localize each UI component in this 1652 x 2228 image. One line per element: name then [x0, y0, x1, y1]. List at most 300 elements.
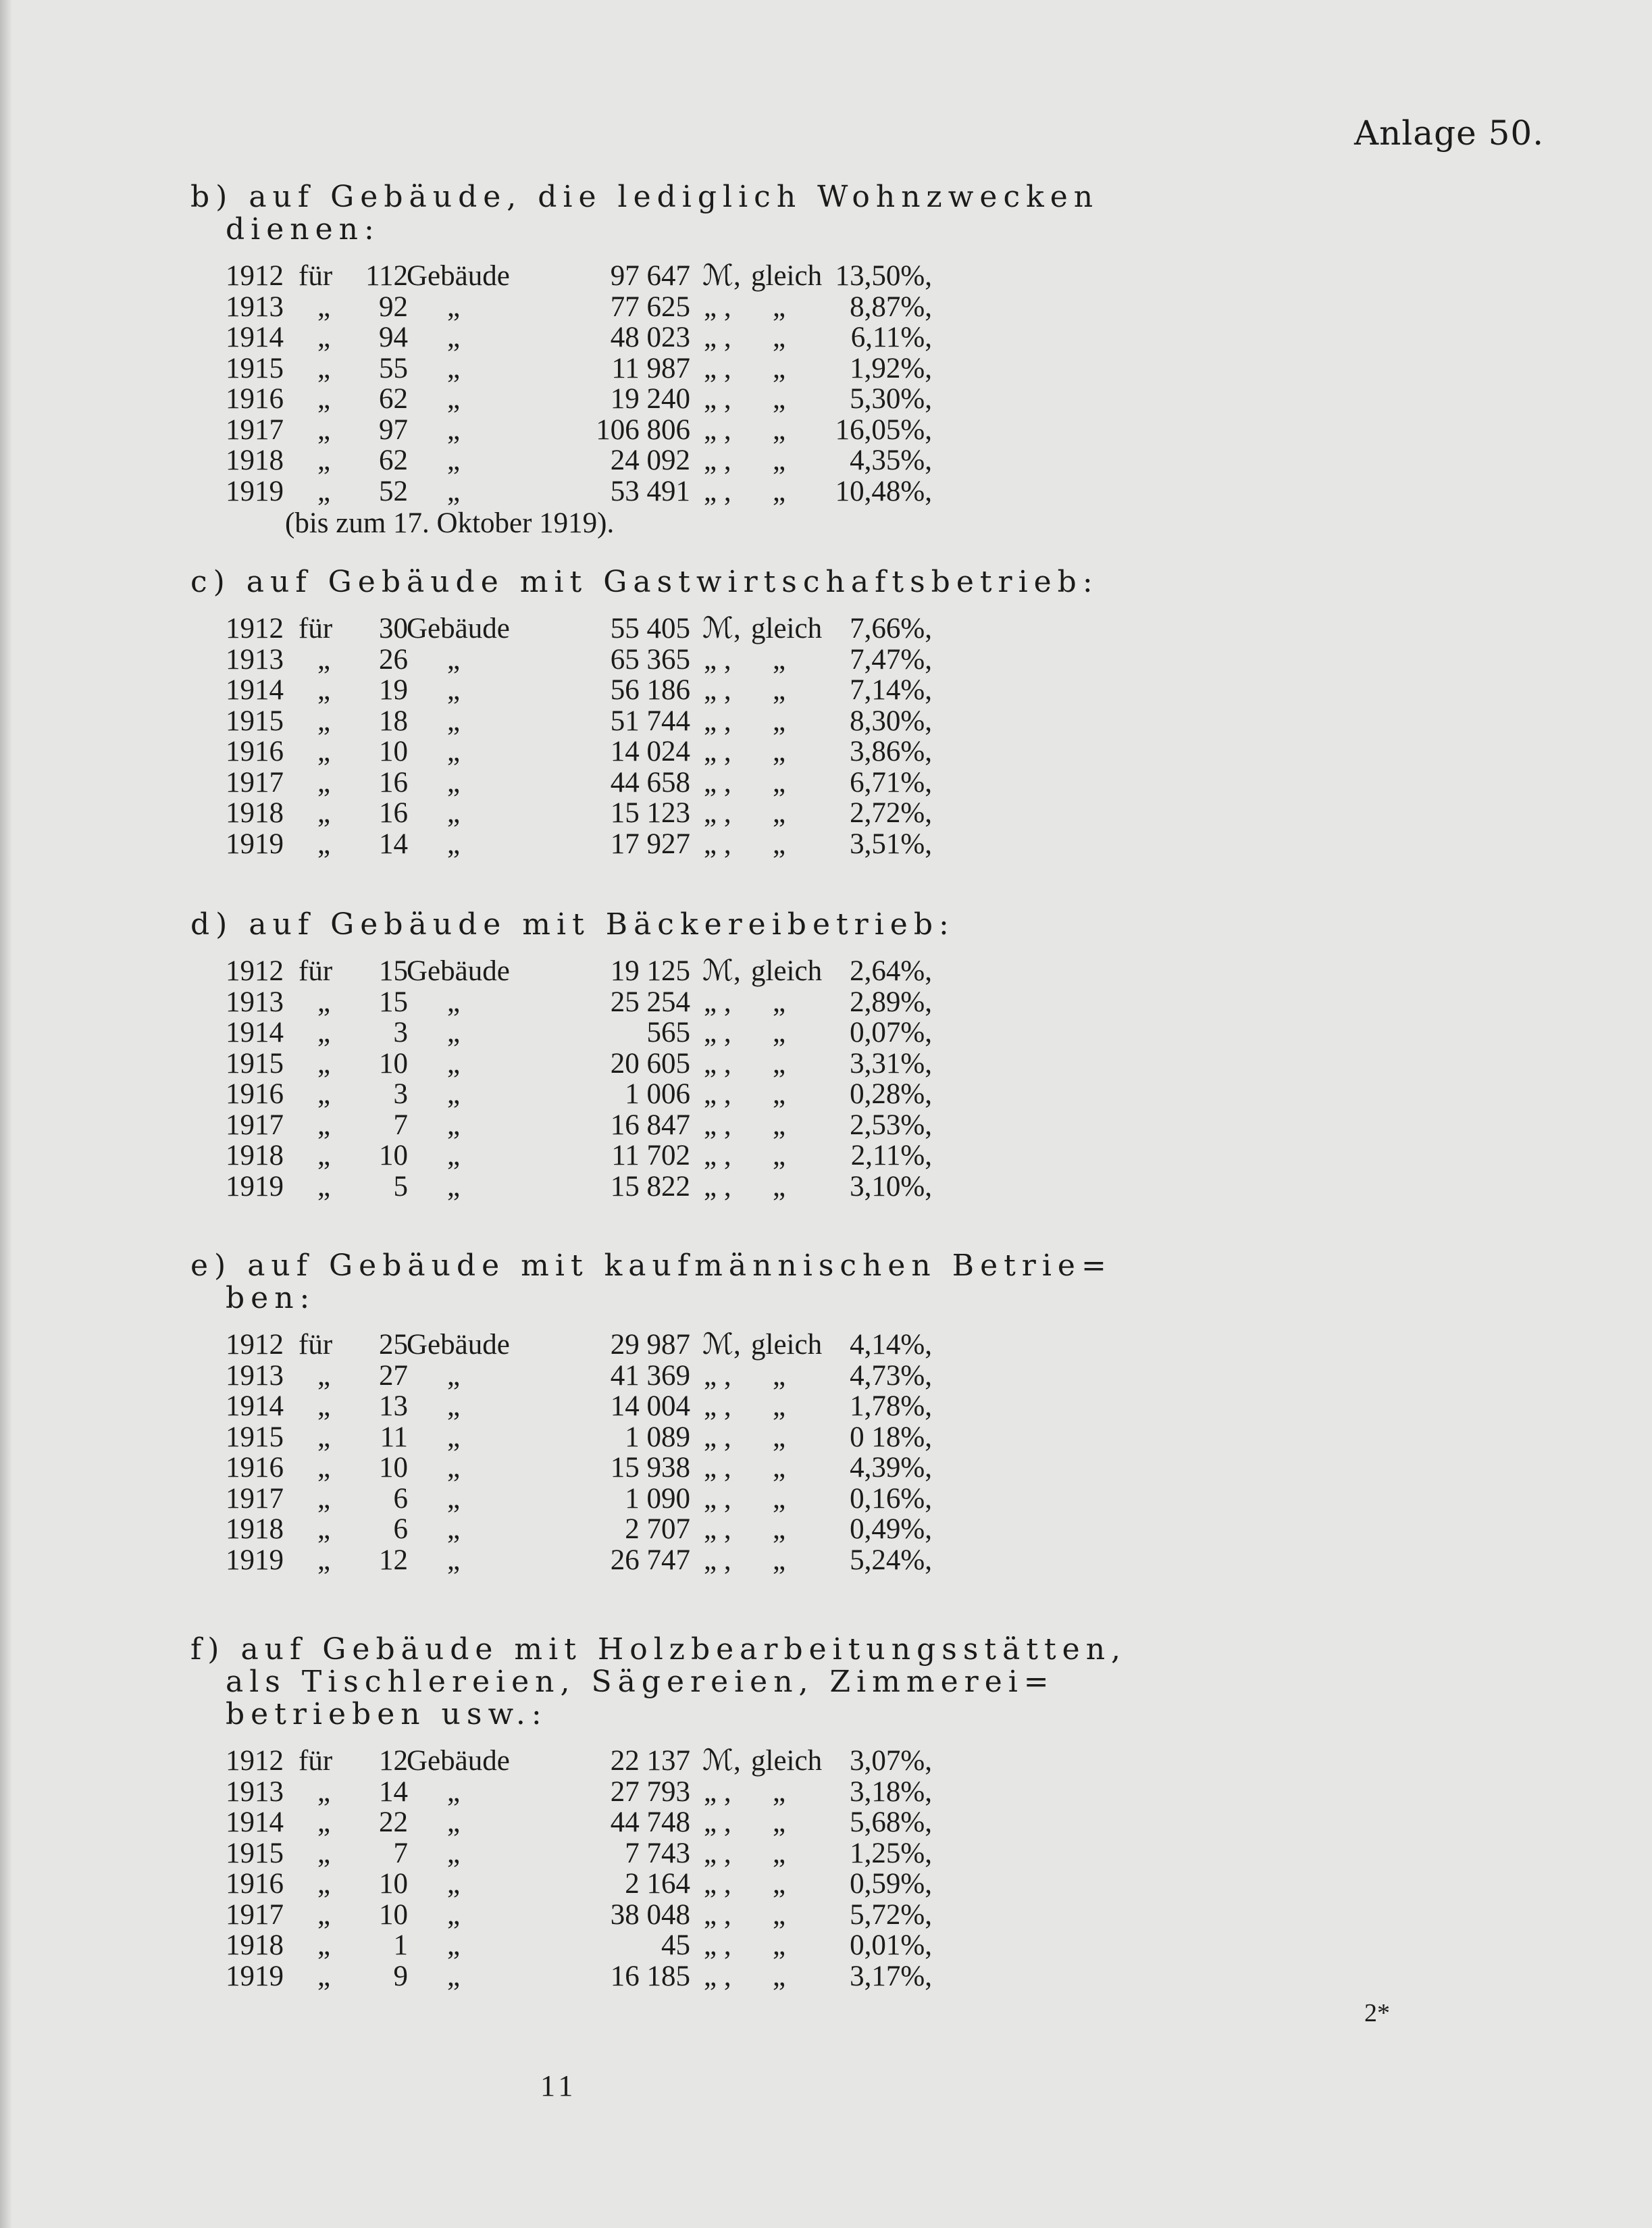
- amount-cell: 7 743: [625, 1837, 690, 1869]
- percent-cell: 3,07%,: [850, 1745, 932, 1777]
- gleich-cell: „: [773, 383, 786, 415]
- building-label-cell: „: [447, 986, 461, 1018]
- building-count-cell: 26: [379, 643, 408, 676]
- table-row: [190, 987, 940, 1018]
- fuer-cell: „: [317, 1359, 331, 1392]
- gleich-cell: „: [773, 413, 786, 446]
- gleich-cell: „: [773, 1868, 786, 1900]
- fuer-cell: für: [299, 955, 333, 987]
- building-label-cell: Gebäude: [407, 613, 510, 644]
- section-heading: [190, 180, 1100, 247]
- year-cell: 1919: [226, 1960, 284, 1992]
- table-row: [190, 1838, 940, 1869]
- year-cell: 1913: [226, 290, 284, 323]
- year-cell: 1919: [226, 1170, 284, 1202]
- building-label-cell: „: [447, 1775, 461, 1808]
- year-cell: 1914: [226, 1017, 284, 1048]
- fuer-cell: „: [317, 352, 331, 384]
- year-cell: 1914: [226, 322, 284, 353]
- percent-cell: 7,66%,: [850, 613, 932, 644]
- building-count-cell: 25: [379, 1329, 408, 1361]
- currency-cell: „ ,: [704, 736, 731, 767]
- year-cell: 1912: [226, 613, 284, 644]
- section-heading-line: f) auf Gebäude mit Holzbearbeitungsstätten,: [190, 1632, 1127, 1667]
- gleich-cell: „: [773, 475, 786, 507]
- year-cell: 1916: [226, 736, 284, 767]
- building-label-cell: „: [447, 1482, 461, 1515]
- table-row: [190, 1869, 940, 1900]
- gleich-cell: „: [773, 1452, 786, 1484]
- gleich-cell: „: [773, 797, 786, 829]
- amount-cell: 44 658: [610, 766, 690, 799]
- gleich-cell: „: [773, 1421, 786, 1453]
- table-row: [190, 1171, 940, 1202]
- building-count-cell: 10: [379, 736, 408, 767]
- amount-cell: 24 092: [610, 445, 690, 476]
- building-label-cell: „: [447, 1109, 461, 1141]
- year-cell: 1914: [226, 1806, 284, 1838]
- amount-cell: 16 847: [610, 1109, 690, 1141]
- percent-cell: 0,01%,: [850, 1929, 932, 1961]
- fuer-cell: „: [317, 1868, 331, 1900]
- table-row: [190, 1807, 940, 1838]
- percent-cell: 5,68%,: [850, 1806, 932, 1838]
- amount-cell: 20 605: [610, 1047, 690, 1080]
- amount-cell: 15 123: [610, 797, 690, 829]
- year-cell: 1917: [226, 1482, 284, 1515]
- section-heading: [190, 1632, 1127, 1731]
- percent-cell: 0,49%,: [850, 1513, 932, 1545]
- currency-cell: „ ,: [704, 1960, 731, 1992]
- fuer-cell: „: [317, 322, 331, 353]
- building-label-cell: „: [447, 1837, 461, 1869]
- percent-cell: 4,14%,: [850, 1329, 932, 1361]
- building-label-cell: „: [447, 1929, 461, 1961]
- section-heading-line: dienen:: [226, 212, 380, 247]
- building-count-cell: 19: [379, 674, 408, 706]
- percent-cell: 4,35%,: [850, 445, 932, 476]
- building-label-cell: „: [447, 1359, 461, 1392]
- fuer-cell: „: [317, 1775, 331, 1808]
- amount-cell: 48 023: [610, 322, 690, 353]
- gleich-cell: „: [773, 1513, 786, 1545]
- gleich-cell: „: [773, 1775, 786, 1808]
- currency-cell: „ ,: [704, 1452, 731, 1484]
- table-row: [190, 1048, 940, 1080]
- building-label-cell: „: [447, 413, 461, 446]
- table-row: [190, 1079, 940, 1110]
- currency-cell: „ ,: [704, 290, 731, 323]
- section-heading-line: ben:: [226, 1281, 316, 1315]
- currency-cell: „ ,: [704, 1482, 731, 1515]
- percent-cell: 10,48%,: [835, 475, 932, 507]
- percent-cell: 6,71%,: [850, 766, 932, 799]
- percent-cell: 0,16%,: [850, 1482, 932, 1515]
- fuer-cell: „: [317, 797, 331, 829]
- building-count-cell: 14: [379, 828, 408, 860]
- table-row: [190, 1330, 940, 1361]
- gleich-cell: „: [773, 445, 786, 476]
- amount-cell: 25 254: [610, 986, 690, 1018]
- year-cell: 1915: [226, 352, 284, 384]
- year-cell: 1916: [226, 1078, 284, 1110]
- table-row: [190, 476, 940, 507]
- year-cell: 1915: [226, 1837, 284, 1869]
- amount-cell: 11 987: [611, 352, 690, 384]
- table-row: [190, 1391, 940, 1422]
- gleich-cell: „: [773, 986, 786, 1018]
- building-label-cell: „: [447, 766, 461, 799]
- amount-cell: 11 702: [611, 1140, 690, 1171]
- table-row: [190, 644, 940, 676]
- building-count-cell: 6: [393, 1513, 408, 1545]
- percent-cell: 3,31%,: [850, 1047, 932, 1080]
- table-section: [190, 907, 955, 1202]
- building-label-cell: „: [447, 1513, 461, 1545]
- gleich-cell: „: [773, 674, 786, 706]
- gleich-cell: „: [773, 1837, 786, 1869]
- table-row: [190, 767, 940, 799]
- building-count-cell: 3: [393, 1078, 408, 1110]
- fuer-cell: „: [317, 1837, 331, 1869]
- section-heading-line: d) auf Gebäude mit Bäckereibetrieb:: [190, 907, 955, 942]
- building-count-cell: 27: [379, 1359, 408, 1392]
- percent-cell: 2,11%,: [850, 1140, 932, 1171]
- building-count-cell: 13: [379, 1390, 408, 1422]
- fuer-cell: „: [317, 1898, 331, 1931]
- gleich-cell: gleich: [751, 260, 823, 292]
- percent-cell: 5,24%,: [850, 1544, 932, 1576]
- amount-cell: 19 125: [610, 955, 690, 987]
- percent-cell: 7,14%,: [850, 674, 932, 706]
- year-cell: 1913: [226, 1775, 284, 1808]
- fuer-cell: „: [317, 766, 331, 799]
- fuer-cell: „: [317, 1047, 331, 1080]
- fuer-cell: „: [317, 1140, 331, 1171]
- fuer-cell: „: [317, 1390, 331, 1422]
- building-count-cell: 62: [379, 445, 408, 476]
- fuer-cell: „: [317, 643, 331, 676]
- section-heading-line: c) auf Gebäude mit Gastwirtschaftsbetrieb:: [190, 565, 1099, 599]
- building-count-cell: 7: [393, 1837, 408, 1869]
- gleich-cell: „: [773, 1806, 786, 1838]
- building-label-cell: „: [447, 1898, 461, 1931]
- fuer-cell: „: [317, 445, 331, 476]
- building-label-cell: „: [447, 1806, 461, 1838]
- gleich-cell: „: [773, 766, 786, 799]
- fuer-cell: „: [317, 1109, 331, 1141]
- year-cell: 1912: [226, 1745, 284, 1777]
- gleich-cell: „: [773, 705, 786, 737]
- table-row: [190, 613, 940, 644]
- building-count-cell: 11: [380, 1421, 408, 1453]
- gleich-cell: „: [773, 736, 786, 767]
- building-count-cell: 14: [379, 1775, 408, 1808]
- building-label-cell: Gebäude: [407, 260, 510, 292]
- currency-cell: „ ,: [704, 828, 731, 860]
- year-cell: 1915: [226, 1047, 284, 1080]
- fuer-cell: „: [317, 1544, 331, 1576]
- building-count-cell: 3: [393, 1017, 408, 1048]
- percent-cell: 5,72%,: [850, 1898, 932, 1931]
- gleich-cell: „: [773, 1170, 786, 1202]
- building-count-cell: 10: [379, 1868, 408, 1900]
- gleich-cell: gleich: [751, 613, 823, 644]
- building-label-cell: „: [447, 322, 461, 353]
- year-cell: 1915: [226, 1421, 284, 1453]
- building-count-cell: 6: [393, 1482, 408, 1515]
- table-row: [190, 706, 940, 737]
- building-count-cell: 5: [393, 1170, 408, 1202]
- currency-cell: „ ,: [704, 1806, 731, 1838]
- building-label-cell: „: [447, 1078, 461, 1110]
- amount-cell: 565: [646, 1017, 690, 1048]
- amount-cell: 44 748: [610, 1806, 690, 1838]
- percent-cell: 13,50%,: [835, 260, 932, 292]
- percent-cell: 3,86%,: [850, 736, 932, 767]
- table-row: [190, 1961, 940, 1992]
- fuer-cell: für: [299, 1329, 333, 1361]
- fuer-cell: „: [317, 1170, 331, 1202]
- currency-cell: „ ,: [704, 383, 731, 415]
- gleich-cell: „: [773, 322, 786, 353]
- gleich-cell: „: [773, 1017, 786, 1048]
- fuer-cell: „: [317, 828, 331, 860]
- amount-cell: 14 024: [610, 736, 690, 767]
- fuer-cell: „: [317, 1806, 331, 1838]
- table-row: [190, 1777, 940, 1808]
- section-heading-line: als Tischlereien, Sägereien, Zimmerei=: [226, 1665, 1055, 1699]
- table-section: [190, 565, 1099, 860]
- gleich-cell: gleich: [751, 1329, 823, 1361]
- currency-cell: „ ,: [704, 352, 731, 384]
- percent-cell: 2,53%,: [850, 1109, 932, 1141]
- fuer-cell: „: [317, 1421, 331, 1453]
- currency-cell: ℳ,: [702, 1329, 741, 1361]
- year-cell: 1913: [226, 643, 284, 676]
- amount-cell: 22 137: [610, 1745, 690, 1777]
- percent-cell: 0,07%,: [850, 1017, 932, 1048]
- gleich-cell: „: [773, 1898, 786, 1931]
- amount-cell: 17 927: [610, 828, 690, 860]
- year-cell: 1917: [226, 1109, 284, 1141]
- gleich-cell: „: [773, 290, 786, 323]
- year-cell: 1917: [226, 413, 284, 446]
- building-label-cell: „: [447, 1960, 461, 1992]
- amount-cell: 26 747: [610, 1544, 690, 1576]
- gleich-cell: „: [773, 1078, 786, 1110]
- fuer-cell: „: [317, 383, 331, 415]
- fuer-cell: „: [317, 674, 331, 706]
- percent-cell: 5,30%,: [850, 383, 932, 415]
- year-cell: 1918: [226, 1140, 284, 1171]
- building-label-cell: „: [447, 674, 461, 706]
- percent-cell: 7,47%,: [850, 643, 932, 676]
- amount-cell: 53 491: [610, 475, 690, 507]
- table-row: [190, 445, 940, 476]
- building-label-cell: „: [447, 290, 461, 323]
- building-label-cell: „: [447, 1544, 461, 1576]
- amount-cell: 38 048: [610, 1898, 690, 1931]
- percent-cell: 3,51%,: [850, 828, 932, 860]
- table-rows: [190, 261, 940, 507]
- building-label-cell: „: [447, 1017, 461, 1048]
- currency-cell: „ ,: [704, 705, 731, 737]
- percent-cell: 1,78%,: [850, 1390, 932, 1422]
- fuer-cell: „: [317, 1078, 331, 1110]
- building-label-cell: „: [447, 705, 461, 737]
- gleich-cell: „: [773, 1140, 786, 1171]
- section-heading-line: e) auf Gebäude mit kaufmännischen Betrie=: [190, 1248, 1112, 1283]
- building-label-cell: „: [447, 383, 461, 415]
- currency-cell: „ ,: [704, 445, 731, 476]
- section-heading: [190, 907, 955, 942]
- fuer-cell: „: [317, 290, 331, 323]
- table-row: [190, 292, 940, 323]
- building-label-cell: „: [447, 475, 461, 507]
- currency-cell: „ ,: [704, 475, 731, 507]
- percent-cell: 4,73%,: [850, 1359, 932, 1392]
- section-heading: [190, 565, 1099, 599]
- currency-cell: „ ,: [704, 1109, 731, 1141]
- building-count-cell: 15: [379, 955, 408, 987]
- table-row: [190, 1900, 940, 1931]
- percent-cell: 2,89%,: [850, 986, 932, 1018]
- fuer-cell: „: [317, 1017, 331, 1048]
- table-row: [190, 415, 940, 446]
- year-cell: 1913: [226, 1359, 284, 1392]
- year-cell: 1914: [226, 1390, 284, 1422]
- percent-cell: 3,10%,: [850, 1170, 932, 1202]
- gleich-cell: „: [773, 1390, 786, 1422]
- percent-cell: 2,64%,: [850, 955, 932, 987]
- fuer-cell: „: [317, 1929, 331, 1961]
- percent-cell: 0,28%,: [850, 1078, 932, 1110]
- year-cell: 1912: [226, 1329, 284, 1361]
- table-rows: [190, 613, 940, 859]
- amount-cell: 29 987: [610, 1329, 690, 1361]
- amount-cell: 15 822: [610, 1170, 690, 1202]
- table-rows: [190, 1330, 940, 1575]
- year-cell: 1919: [226, 1544, 284, 1576]
- currency-cell: „ ,: [704, 413, 731, 446]
- amount-cell: 51 744: [610, 705, 690, 737]
- building-label-cell: Gebäude: [407, 955, 510, 987]
- table-row: [190, 798, 940, 829]
- currency-cell: „ ,: [704, 797, 731, 829]
- building-count-cell: 15: [379, 986, 408, 1018]
- currency-cell: „ ,: [704, 643, 731, 676]
- table-row: [190, 384, 940, 415]
- section-heading-line: b) auf Gebäude, die lediglich Wohnzwecken: [190, 180, 1100, 214]
- table-row: [190, 1514, 940, 1545]
- currency-cell: „ ,: [704, 674, 731, 706]
- year-cell: 1918: [226, 1929, 284, 1961]
- gleich-cell: „: [773, 1544, 786, 1576]
- fuer-cell: „: [317, 986, 331, 1018]
- year-cell: 1917: [226, 766, 284, 799]
- year-cell: 1916: [226, 383, 284, 415]
- percent-cell: 4,39%,: [850, 1452, 932, 1484]
- percent-cell: 0 18%,: [850, 1421, 932, 1453]
- building-label-cell: „: [447, 1047, 461, 1080]
- building-count-cell: 16: [379, 797, 408, 829]
- year-cell: 1919: [226, 828, 284, 860]
- amount-cell: 45: [661, 1929, 690, 1961]
- year-cell: 1912: [226, 955, 284, 987]
- building-count-cell: 7: [393, 1109, 408, 1141]
- currency-cell: „ ,: [704, 986, 731, 1018]
- amount-cell: 106 806: [596, 413, 690, 446]
- table-row: [190, 1452, 940, 1484]
- gleich-cell: „: [773, 1359, 786, 1392]
- percent-cell: 3,17%,: [850, 1960, 932, 1992]
- currency-cell: „ ,: [704, 1929, 731, 1961]
- currency-cell: „ ,: [704, 1078, 731, 1110]
- building-count-cell: 12: [379, 1544, 408, 1576]
- currency-cell: „ ,: [704, 766, 731, 799]
- year-cell: 1919: [226, 475, 284, 507]
- table-section: [190, 1632, 1127, 1992]
- page-edge-shadow: [0, 0, 12, 2228]
- building-label-cell: „: [447, 643, 461, 676]
- building-count-cell: 62: [379, 383, 408, 415]
- table-row: [190, 1930, 940, 1961]
- gleich-cell: „: [773, 1047, 786, 1080]
- section-heading-line: betrieben usw.:: [226, 1697, 548, 1731]
- percent-cell: 0,59%,: [850, 1868, 932, 1900]
- building-count-cell: 10: [379, 1140, 408, 1171]
- table-row: [190, 1361, 940, 1392]
- amount-cell: 77 625: [610, 290, 690, 323]
- building-count-cell: 52: [379, 475, 408, 507]
- building-label-cell: „: [447, 1452, 461, 1484]
- percent-cell: 6,11%,: [850, 322, 932, 353]
- currency-cell: „ ,: [704, 1898, 731, 1931]
- table-rows: [190, 956, 940, 1202]
- gleich-cell: „: [773, 1929, 786, 1961]
- amount-cell: 16 185: [610, 1960, 690, 1992]
- amount-cell: 55 405: [610, 613, 690, 644]
- page-number: 11: [540, 2069, 577, 2102]
- gleich-cell: „: [773, 1960, 786, 1992]
- building-count-cell: 55: [379, 352, 408, 384]
- fuer-cell: „: [317, 705, 331, 737]
- building-label-cell: „: [447, 445, 461, 476]
- gleich-cell: „: [773, 352, 786, 384]
- table-row: [190, 1422, 940, 1453]
- year-cell: 1918: [226, 797, 284, 829]
- building-count-cell: 94: [379, 322, 408, 353]
- fuer-cell: „: [317, 1513, 331, 1545]
- currency-cell: „ ,: [704, 1775, 731, 1808]
- fuer-cell: „: [317, 475, 331, 507]
- currency-cell: ℳ,: [702, 260, 741, 292]
- table-row: [190, 261, 940, 292]
- gleich-cell: „: [773, 643, 786, 676]
- building-count-cell: 10: [379, 1898, 408, 1931]
- currency-cell: „ ,: [704, 1017, 731, 1048]
- percent-cell: 3,18%,: [850, 1775, 932, 1808]
- year-cell: 1916: [226, 1452, 284, 1484]
- amount-cell: 19 240: [610, 383, 690, 415]
- table-row: [190, 1017, 940, 1048]
- building-count-cell: 92: [379, 290, 408, 323]
- table-row: [190, 1746, 940, 1777]
- percent-cell: 2,72%,: [850, 797, 932, 829]
- building-label-cell: „: [447, 1170, 461, 1202]
- table-row: [190, 956, 940, 987]
